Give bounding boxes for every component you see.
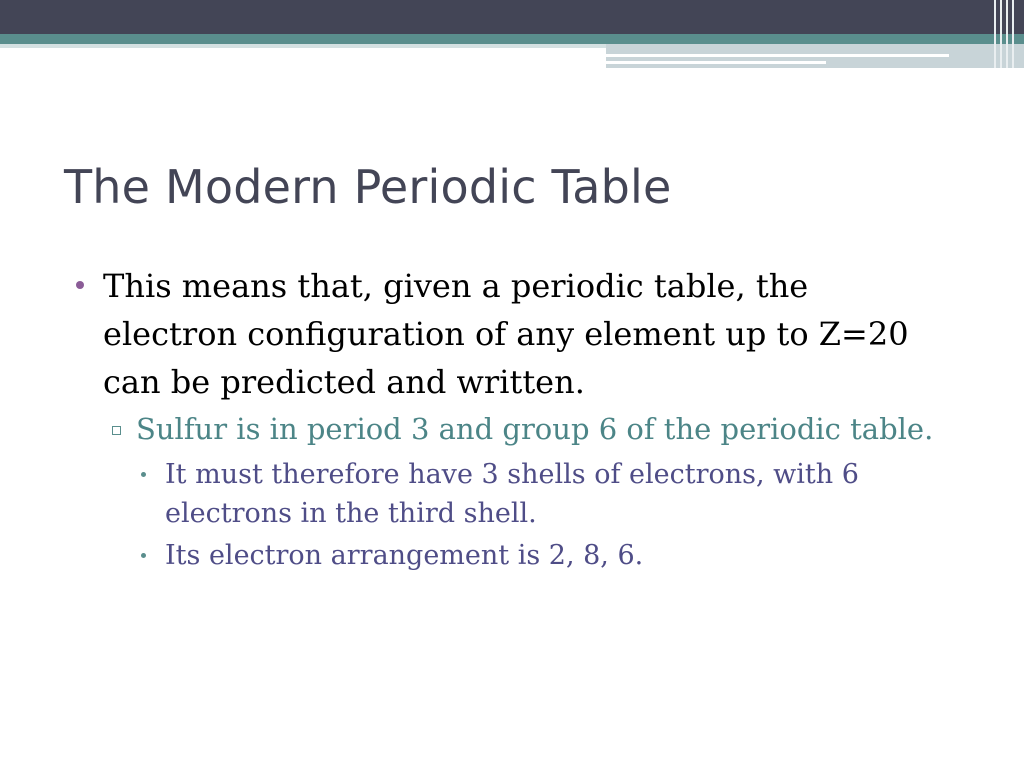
bullet-level-2 [105, 409, 942, 450]
header-band-teal [0, 34, 1024, 44]
bullet-level-3 [135, 536, 942, 575]
bullet-text: This means that, given a periodic table, the electron configuration of any element up to Z=20 can be predicted and written. [103, 267, 909, 401]
slide-body [72, 262, 942, 575]
bullet-level-3 [135, 455, 942, 533]
header-accent-line [606, 61, 826, 64]
slide-title: The Modern Periodic Table [64, 160, 672, 214]
header-band-dark [0, 0, 1024, 34]
round-bullet-icon [76, 281, 84, 289]
header-band-light [0, 44, 606, 48]
corner-stripes-decoration [990, 0, 1024, 68]
dot-bullet-icon [141, 472, 146, 477]
bullet-level-1 [72, 262, 942, 406]
square-bullet-icon [112, 426, 121, 435]
bullet-text: It must therefore have 3 shells of electrons, with 6 electrons in the third shell. [165, 459, 859, 529]
bullet-text: Sulfur is in period 3 and group 6 of the periodic table. [136, 412, 934, 446]
header-accent-line [606, 54, 949, 57]
bullet-text: Its electron arrangement is 2, 8, 6. [165, 540, 644, 571]
dot-bullet-icon [141, 553, 146, 558]
